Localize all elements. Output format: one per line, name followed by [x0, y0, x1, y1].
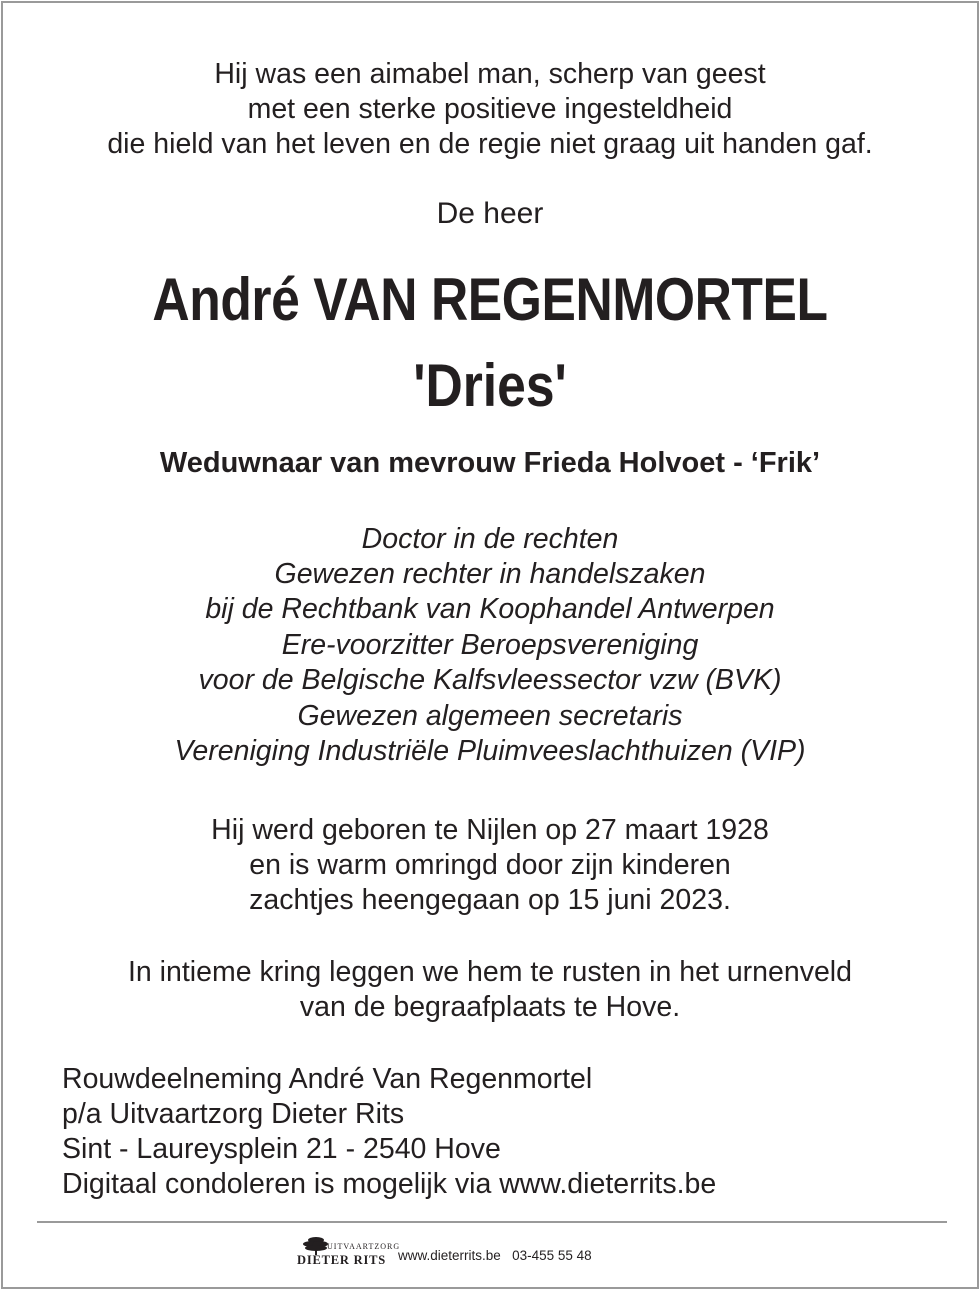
- address-line: p/a Uitvaartzorg Dieter Rits: [62, 1098, 405, 1130]
- title-line: bij de Rechtbank van Koophandel Antwerpen: [205, 593, 775, 625]
- birth-death-line: zachtjes heengegaan op 15 juni 2023.: [249, 884, 731, 916]
- salutation: De heer: [436, 197, 544, 230]
- title-line: Doctor in de rechten: [361, 523, 619, 555]
- burial-line: van de begraafplaats te Hove.: [299, 991, 681, 1023]
- footer-website[interactable]: www.dieterrits.be: [398, 1248, 501, 1263]
- title-line: Ere-voorzitter Beroepsvereniging: [281, 629, 699, 661]
- intro-line: die hield van het leven en de regie niet graag uit handen gaf.: [107, 128, 873, 160]
- divider: [37, 1221, 947, 1223]
- title-line: Gewezen algemeen secretaris: [297, 700, 683, 732]
- title-line: Gewezen rechter in handelszaken: [274, 558, 706, 590]
- footer-phone: 03-455 55 48: [512, 1248, 592, 1263]
- address-line: Rouwdeelneming André Van Regenmortel: [62, 1063, 593, 1095]
- logo-subtitle: UITVAARTZORG: [327, 1242, 401, 1251]
- title-line: Vereniging Industriële Pluimveeslachthuizen (VIP): [174, 735, 806, 767]
- footer: [293, 1233, 713, 1273]
- birth-death-line: en is warm omringd door zijn kinderen: [249, 849, 731, 881]
- spouse-line: Weduwnaar van mevrouw Frieda Holvoet - ‘Frik’: [159, 447, 821, 479]
- deceased-name: André VAN REGENMORTEL: [152, 266, 828, 333]
- footer-contact: [398, 1248, 592, 1263]
- burial-line: In intieme kring leggen we hem te rusten in het urnenveld: [127, 956, 852, 988]
- address-line: Digitaal condoleren is mogelijk via www.dieterrits.be: [62, 1168, 717, 1200]
- title-line: voor de Belgische Kalfsvleessector vzw (BVK): [198, 664, 782, 696]
- deceased-nickname: 'Dries': [413, 352, 567, 419]
- logo-name: DIETER RITS: [297, 1253, 387, 1267]
- funeral-home-logo: [293, 1233, 401, 1271]
- obituary-notice: [1, 1, 979, 1289]
- address-line: Sint - Laureysplein 21 - 2540 Hove: [62, 1133, 501, 1165]
- intro-line: met een sterke positieve ingesteldheid: [247, 93, 733, 125]
- intro-line: Hij was een aimabel man, scherp van geest: [214, 58, 766, 90]
- birth-death-line: Hij werd geboren te Nijlen op 27 maart 1928: [211, 814, 769, 846]
